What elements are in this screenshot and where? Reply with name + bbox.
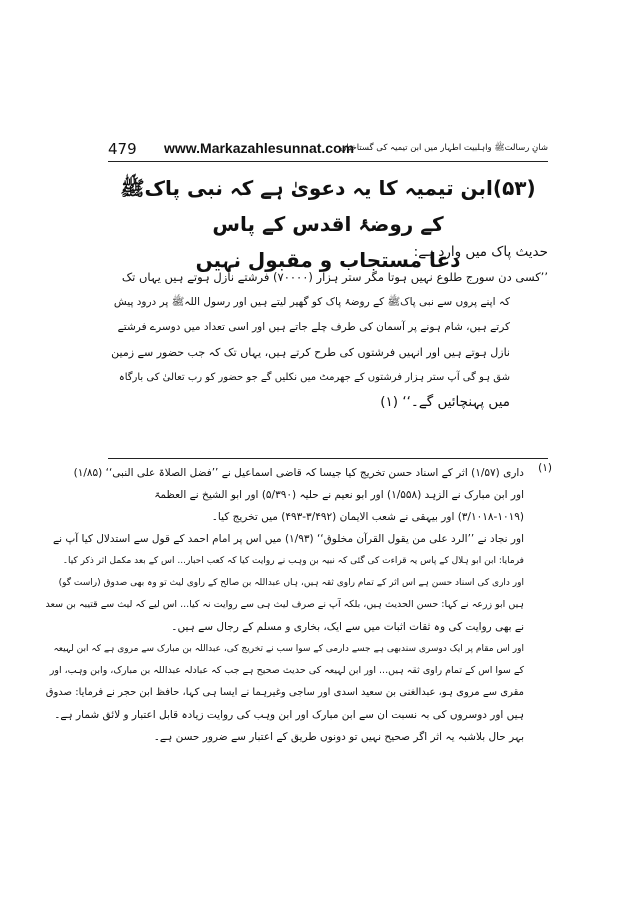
body-line: میں پہنچائیں گے۔‘‘ (۱) (380, 394, 510, 410)
footnote-line: مقری سے مروی ہو، عبدالغنی بن سعید اسدی اور ساجی وغیرہما نے ایسا ہی کہا، حافظ ابن حجر نے فرمایا: صدوق (45, 687, 524, 698)
page-header (108, 140, 548, 160)
footnote-line: نے بھی روایت کی وہ ثقات اثبات میں سے ایک، بخاری و مسلم کے رجال سے ہیں۔ (171, 621, 524, 633)
running-head: شانِ رسالتﷺ واہلبیت اطہار میں ابن تیمیہ کی گستاخیاں (340, 143, 548, 153)
header-divider (108, 161, 548, 162)
footnote-line: (۳/۱۰۱۸-۱۰۱۹) اور بیہقی نے شعب الایمان (۳/۴۹۲-۴۹۳) میں تخریج کیا۔ (211, 511, 524, 523)
body-line: نازل ہوتے ہیں اور انہیں فرشتوں کی طرح کرتے ہیں، یہاں تک کہ جب حضور سے زمین (111, 346, 510, 359)
body-line: حدیث پاک میں وارد ہے: (413, 244, 548, 260)
footnotes (40, 462, 554, 748)
footnote-line: اور ابن مبارک نے الزہد (۱/۵۵۸) اور ابو نعیم نے حلیہ (۵/۳۹۰) اور ابو الشیخ نے العظمۃ (154, 489, 524, 501)
footnote-line: اور اس مقام پر ایک دوسری سندبھی ہے جسے دارمی کے سوا سب نے تخریج کی، عبداللہ بن مبارک سے مروی ہے کہ ابن لہیعہ (53, 644, 524, 654)
footnote-1 (40, 462, 552, 748)
chapter-title-line-2: دعا مستجاب و مقبول نہیں (195, 248, 461, 272)
body-line: شق ہو گی آپ ستر ہزار فرشتوں کے جھرمٹ میں نکلیں گے جو حضور کو رب تعالیٰ کی بارگاہ (118, 372, 510, 383)
site-url-link[interactable]: www.Markazahlesunnat.com (164, 140, 355, 156)
footnote-marker: (۱) (538, 462, 552, 474)
footnote-line: فرمایا: ابن ابو ہلال کے پاس یہ قراءت کی گئی کہ نبیہ بن وہب نے روایت کیا کہ کعب احبار... اس کے بعد مکمل اثر ذکر کیا۔ (62, 556, 524, 566)
footnote-divider (108, 458, 548, 459)
footnote-line: داری (۱/۵۷) اثر کے اسناد حسن تخریج کیا جیسا کہ قاضی اسماعیل نے ’’فضل الصلاۃ علی النبی‘‘ (۱/۸۵) (73, 467, 524, 479)
chapter-title-line-1: (۵۳)ابن تیمیہ کا یہ دعویٰ ہے کہ نبی پاکﷺ کے روضۂ اقدس کے پاس (120, 176, 536, 236)
body-text (108, 240, 548, 415)
body-line: ’’کسی دن سورج طلوع نہیں ہوتا مگر ستر ہزار (۷۰۰۰۰) فرشتے نازل ہوتے ہیں یہاں تک (121, 270, 548, 284)
footnote-line: بہر حال بلاشبہ یہ اثر اگر صحیح نہیں تو دونوں طریق کے اعتبار سے ضرور حسن ہے۔ (153, 731, 524, 743)
footnote-line: ہیں اور دوسروں کی بہ نسبت ان سے ابن مبارک اور ابن وہب کی روایت زیادہ قابل اعتبار و لائق شمار ہے۔ (54, 709, 524, 721)
footnote-line: ہیں ابو زرعہ نے کہا: حسن الحدیث ہیں، بلکہ آپ نے صرف لیث ہی سے روایت نہ کیا... اس لیے کہ لیث سے قتیبہ بن سعد (45, 599, 524, 610)
footnote-line: کے سوا اس کے تمام راوی ثقہ ہیں... اور ابن لہیعہ کی حدیث صحیح ہے جب کہ عبادلہ عبداللہ بن مبارک، وابن وہب، اور (49, 665, 524, 676)
body-line: کہ اپنے پروں سے نبی پاکﷺ کے روضۂ پاک کو گھیر لیتے ہیں اور رسول اللہﷺ پر درود پیش (113, 296, 510, 308)
body-line: کرتے ہیں، شام ہونے پر آسمان کی طرف چلے جاتے ہیں اور اسی تعداد میں دوسرے فرشتے (117, 321, 510, 333)
footnote-line: اور نجاد نے ’’الرد علی من یقول القرآن مخلوق‘‘ (۱/۹۳) میں اس پر امام احمد کے قول سے استدلال کیا آپ نے (53, 533, 524, 545)
footnote-line: اور داری کی اسناد حسن ہے اس اثر کے تمام راوی ثقہ ہیں، ہاں عبداللہ بن صالح کے راوی لیث تو وہ بھی صدوق (راست گو) (58, 578, 524, 588)
page-number: 479 (108, 140, 137, 158)
